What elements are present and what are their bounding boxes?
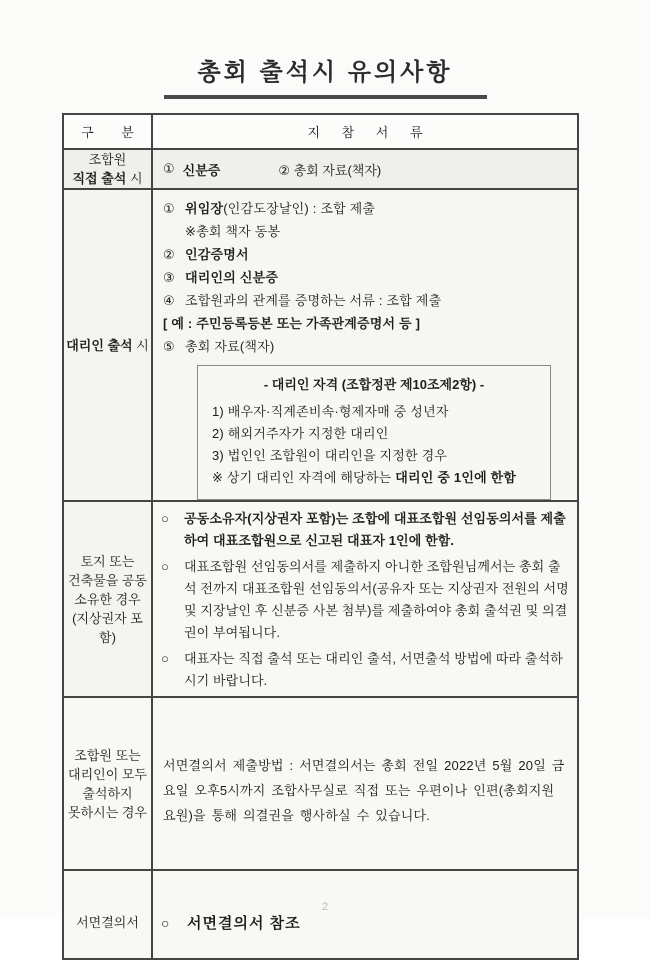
direct-item1-num: ① [163, 161, 175, 176]
proxy-qualification-box [197, 365, 551, 500]
header-category: 구 분 [63, 114, 152, 149]
co-ownership-bullets [153, 502, 577, 692]
label-direct-line1: 조합원 [88, 152, 127, 167]
content-written-resolution [152, 870, 578, 959]
row-co-ownership [63, 501, 578, 697]
qualification-item-1: 1) 배우자·직계존비속·형제자매 중 성년자 [212, 404, 449, 419]
title-container [0, 52, 650, 99]
header-documents: 지 참 서 류 [152, 114, 578, 149]
circle-bullet-icon: ○ [161, 511, 169, 526]
proxy-line-1: ① 위임장(인감도장날인) : 조합 제출 [163, 201, 376, 216]
label-co-ownership: 토지 또는 건축물을 공동 소유한 경우 (지상권자 포함) [63, 501, 152, 697]
proxy-line-example: [ 예 : 주민등록등본 또는 가족관계증명서 등 ] [163, 316, 421, 331]
proxy-line-1-note: ※총회 책자 동봉 [185, 224, 281, 239]
row-written-resolution [63, 870, 578, 959]
proxy-line-2: ② 인감증명서 [163, 247, 249, 262]
label-direct-attendance [63, 149, 152, 189]
qualification-item-2: 2) 해외거주자가 지정한 대리인 [212, 426, 389, 441]
circle-bullet-icon: ○ [161, 651, 169, 666]
content-co-ownership [152, 501, 578, 697]
qualification-item-3: 3) 법인인 조합원이 대리인을 지정한 경우 [212, 448, 448, 463]
row-direct-attendance [63, 149, 578, 189]
proxy-line-4: ④ 조합원과의 관계를 증명하는 서류 : 조합 제출 [163, 293, 442, 308]
label-direct-line2: 직접 출석 시 [72, 171, 143, 186]
direct-item1: 신분증 [182, 162, 221, 178]
label-written-resolution: 서면결의서 [63, 870, 152, 959]
content-proxy-attendance [152, 189, 578, 501]
qualification-title: - 대리인 자격 (조합정관 제10조제2항) - [263, 377, 485, 392]
co-ownership-bullet-2: ○ 대표조합원 선임동의서를 제출하지 아니한 조합원님께서는 총회 출석 전까지 대표조합원 선임동의서(공유자 또는 지상권자 전원의 서명 및 지장날인 후 신분증 사본 첨부)를 제출하여야 총회 출석권 및 의결권이 부여됩니다. [161, 556, 569, 644]
circle-bullet-icon: ○ [161, 559, 169, 574]
proxy-line-3: ③ 대리인의 신분증 [163, 270, 279, 285]
co-ownership-bullet-1: ○ 공동소유자(지상권자 포함)는 조합에 대표조합원 선임동의서를 제출하여 대표조합원으로 신고된 대표자 1인에 한함. [161, 508, 569, 552]
content-absent [152, 697, 578, 870]
table-header-row [63, 114, 578, 149]
row-proxy-attendance [63, 189, 578, 501]
written-resolution-reference: 서면결의서 참조 [187, 915, 301, 932]
co-ownership-bullet-3: ○ 대표자는 직접 출석 또는 대리인 출석, 서면출석 방법에 따라 출석하시기 바랍니다. [161, 648, 569, 692]
circle-bullet-icon: ○ [161, 914, 170, 931]
notice-table [62, 113, 579, 960]
qualification-note: ※ 상기 대리인 자격에 해당하는 대리인 중 1인에 한함 [212, 470, 517, 485]
label-proxy-attendance: 대리인 출석 시 [63, 189, 152, 501]
page-title: 총회 출석시 유의사항 [164, 52, 487, 99]
page-number: 2 [321, 901, 329, 913]
label-absent: 조합원 또는 대리인이 모두 출석하지 못하시는 경우 [63, 697, 152, 870]
direct-item2: ② 총회 자료(책자) [278, 162, 382, 178]
direct-items [163, 160, 577, 179]
proxy-line-5: ⑤ 총회 자료(책자) [163, 339, 275, 354]
row-absent [63, 697, 578, 870]
content-direct-attendance [152, 149, 578, 189]
written-resolution-method: 서면결의서 제출방법 : 서면결의서는 총회 전일 2022년 5월 20일 금요일 오후5시까지 조합사무실로 직접 또는 우편이나 인편(총회지원요원)을 통해 의결권을 행사하실 수 있습니다. [163, 758, 565, 823]
